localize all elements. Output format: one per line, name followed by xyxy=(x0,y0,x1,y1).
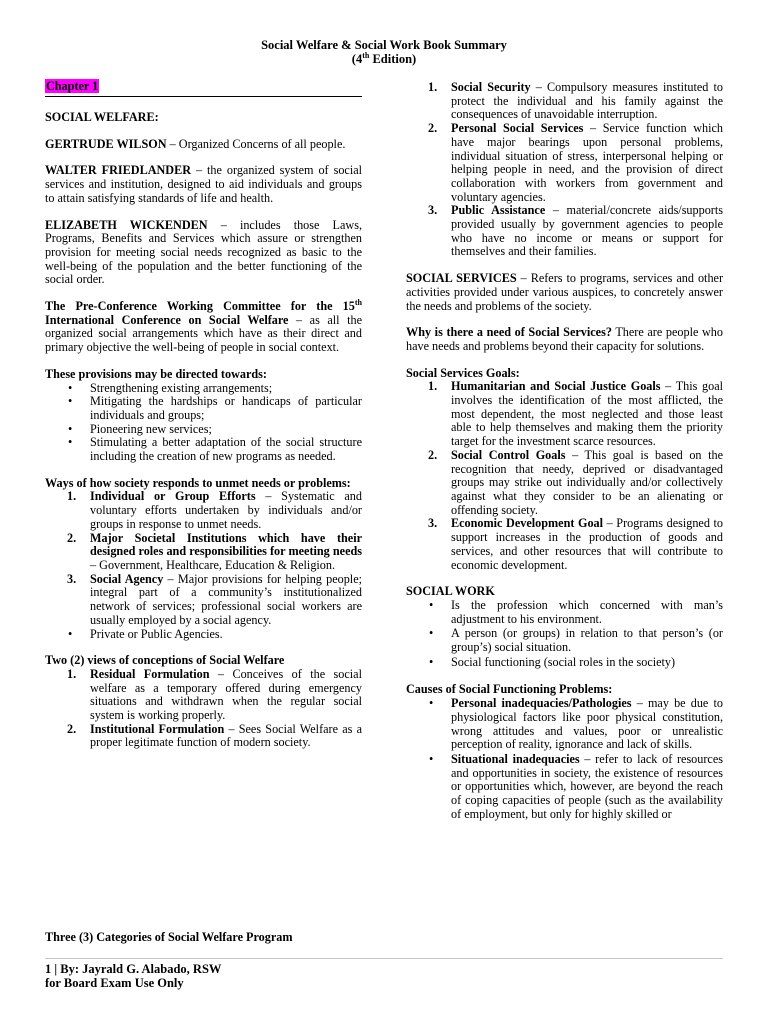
list-item: 2. Social Control Goals – This goal is based on the recognition that needy, deprived or disadvantaged groups may strike out individually and/or collectively against what they consider to be an alienating or offending society. xyxy=(428,447,723,517)
bullet-icon: • xyxy=(68,626,73,641)
list-item: 2. Personal Social Services – Service function which have major bearings upon personal problems, individual situation of stress, interpersonal helping or helping people in need, and the provision of direct collaboration with workers from government and voluntary agencies. xyxy=(428,121,723,204)
page-footer xyxy=(45,958,723,990)
edition-line: (4th Edition) xyxy=(351,50,417,66)
agency-bullet xyxy=(45,628,362,642)
list-item: 1. Social Security – Compulsory measures instituted to protect the individual and his family against the consequences of unavoidable interruption. xyxy=(428,80,723,122)
list-item: • Social functioning (social roles in the society) xyxy=(429,654,676,669)
footer-note: for Board Exam Use Only xyxy=(45,976,184,990)
bullet-icon: • xyxy=(429,626,434,641)
bullet-icon: • xyxy=(429,751,434,766)
chapter-label: Chapter 1 xyxy=(46,79,99,93)
bullet-icon: • xyxy=(68,421,73,436)
bullet-icon: • xyxy=(429,654,434,669)
definition-friedlander: WALTER FRIEDLANDER – the organized system of social services and institution, designed to aid individuals and groups to attain satisfying standards of life and health. xyxy=(45,163,362,205)
views-heading: Two (2) views of conceptions of Social Welfare xyxy=(45,653,285,668)
bullet-icon: • xyxy=(68,435,73,450)
list-item: 1. Residual Formulation – Conceives of the social welfare as a temporary offered during emergency situations and withdrawn when the regular social system is working properly. xyxy=(67,666,362,723)
list-item: • Private or Public Agencies. xyxy=(68,626,223,641)
section-heading-social-welfare: SOCIAL WELFARE: xyxy=(45,110,159,124)
list-item: • Personal inadequacies/Pathologies – may be due to physiological factors like poor physical constitution, wrong attitudes and values, poor or unrealistic perception of reality, ignorance and lack of skills. xyxy=(429,696,723,752)
list-item: 3. Public Assistance – material/concrete aids/supports provided usually by government agencies to people who have no income or means or support for themselves and their families. xyxy=(428,203,723,259)
footer-author: 1 | By: Jayrald G. Alabado, RSW xyxy=(45,962,222,976)
ways-list xyxy=(45,490,362,627)
ways-heading: Ways of how society responds to unmet needs or problems: xyxy=(45,475,351,490)
definition-wilson: GERTRUDE WILSON – Organized Concerns of all people. xyxy=(45,136,346,151)
social-work-list xyxy=(406,599,723,670)
list-item: • A person (or groups) in relation to that person’s (or group’s) social situation. xyxy=(429,626,723,655)
categories-heading: Three (3) Categories of Social Welfare Program xyxy=(45,930,293,944)
list-item: • Situational inadequacies – refer to lack of resources and opportunities in society, the existence of resources or opportunities which, however, are beyond the reach of coping capacities of people (such as the availability of employment, but only for highly skilled or xyxy=(429,751,723,821)
right-column xyxy=(406,81,723,822)
bullet-icon: • xyxy=(429,597,434,612)
definition-wickenden: ELIZABETH WICKENDEN – includes those Laws, Programs, Benefits and Services which assure or strengthen provision for meeting social needs recognized as basic to the well-being of the population and the better functioning of the social order. xyxy=(45,217,362,287)
bullet-icon: • xyxy=(68,394,73,409)
list-item: • Is the profession which concerned with man’s adjustment to his environment. xyxy=(429,597,723,626)
bullet-icon: • xyxy=(429,696,434,711)
title-line: Social Welfare & Social Work Book Summary xyxy=(261,38,507,52)
list-item: 1. Humanitarian and Social Justice Goals – This goal involves the identification of the most afflicted, the most dependent, the most neglected and those least able to help themselves and making them the priority target for the investment scarce resources. xyxy=(428,379,723,449)
goals-heading: Social Services Goals: xyxy=(406,365,520,380)
definition-preconference: The Pre-Conference Working Committee for the 15th International Conference on Social Welfare – as all the organized social arrangements which have as their direct and primary objective the well-being of people in social context. xyxy=(45,297,362,355)
list-item: 1. Individual or Group Efforts – Systematic and voluntary efforts undertaken by individuals and/or groups in response to unmet needs. xyxy=(67,489,362,531)
list-item: • Stimulating a better adaptation of the social structure including the creation of new programs as needed. xyxy=(68,435,362,464)
list-item: • Strengthening existing arrangements; xyxy=(68,380,273,395)
causes-list xyxy=(406,697,723,821)
provisions-heading: These provisions may be directed towards: xyxy=(45,366,267,381)
left-column xyxy=(45,79,362,944)
programs-list xyxy=(406,81,723,259)
causes-heading: Causes of Social Functioning Problems: xyxy=(406,682,613,697)
social-services-definition: SOCIAL SERVICES – Refers to programs, services and other activities provided under various auspices, to concretely answer the needs and problems of the society. xyxy=(406,271,723,313)
list-item: 2. Institutional Formulation – Sees Social Welfare as a proper legitimate function of modern society. xyxy=(67,721,362,750)
list-item: 2. Major Societal Institutions which have their designed roles and responsibilities for meeting needs – Government, Healthcare, Education & Religion. xyxy=(67,530,362,572)
list-item: • Pioneering new services; xyxy=(68,421,212,436)
why-social-services: Why is there a need of Social Services? There are people who have needs and problems beyond their capacity for solutions. xyxy=(406,325,723,353)
bullet-icon: • xyxy=(68,380,73,395)
views-list xyxy=(45,668,362,750)
list-item: • Mitigating the hardships or handicaps of particular individuals and groups; xyxy=(68,394,362,422)
document-title xyxy=(0,38,768,66)
social-work-heading: SOCIAL WORK xyxy=(406,584,495,599)
chapter-header xyxy=(45,80,362,97)
goals-list xyxy=(406,380,723,572)
list-item: 3. Social Agency – Major provisions for helping people; integral part of a community’s institutionalized network of services; professional social workers are usually employed by a social agency. xyxy=(67,571,362,627)
provisions-list xyxy=(45,382,362,464)
list-item: 3. Economic Development Goal – Programs designed to support increases in the production of goods and services, and other resources that will contribute to economic development. xyxy=(428,516,723,572)
